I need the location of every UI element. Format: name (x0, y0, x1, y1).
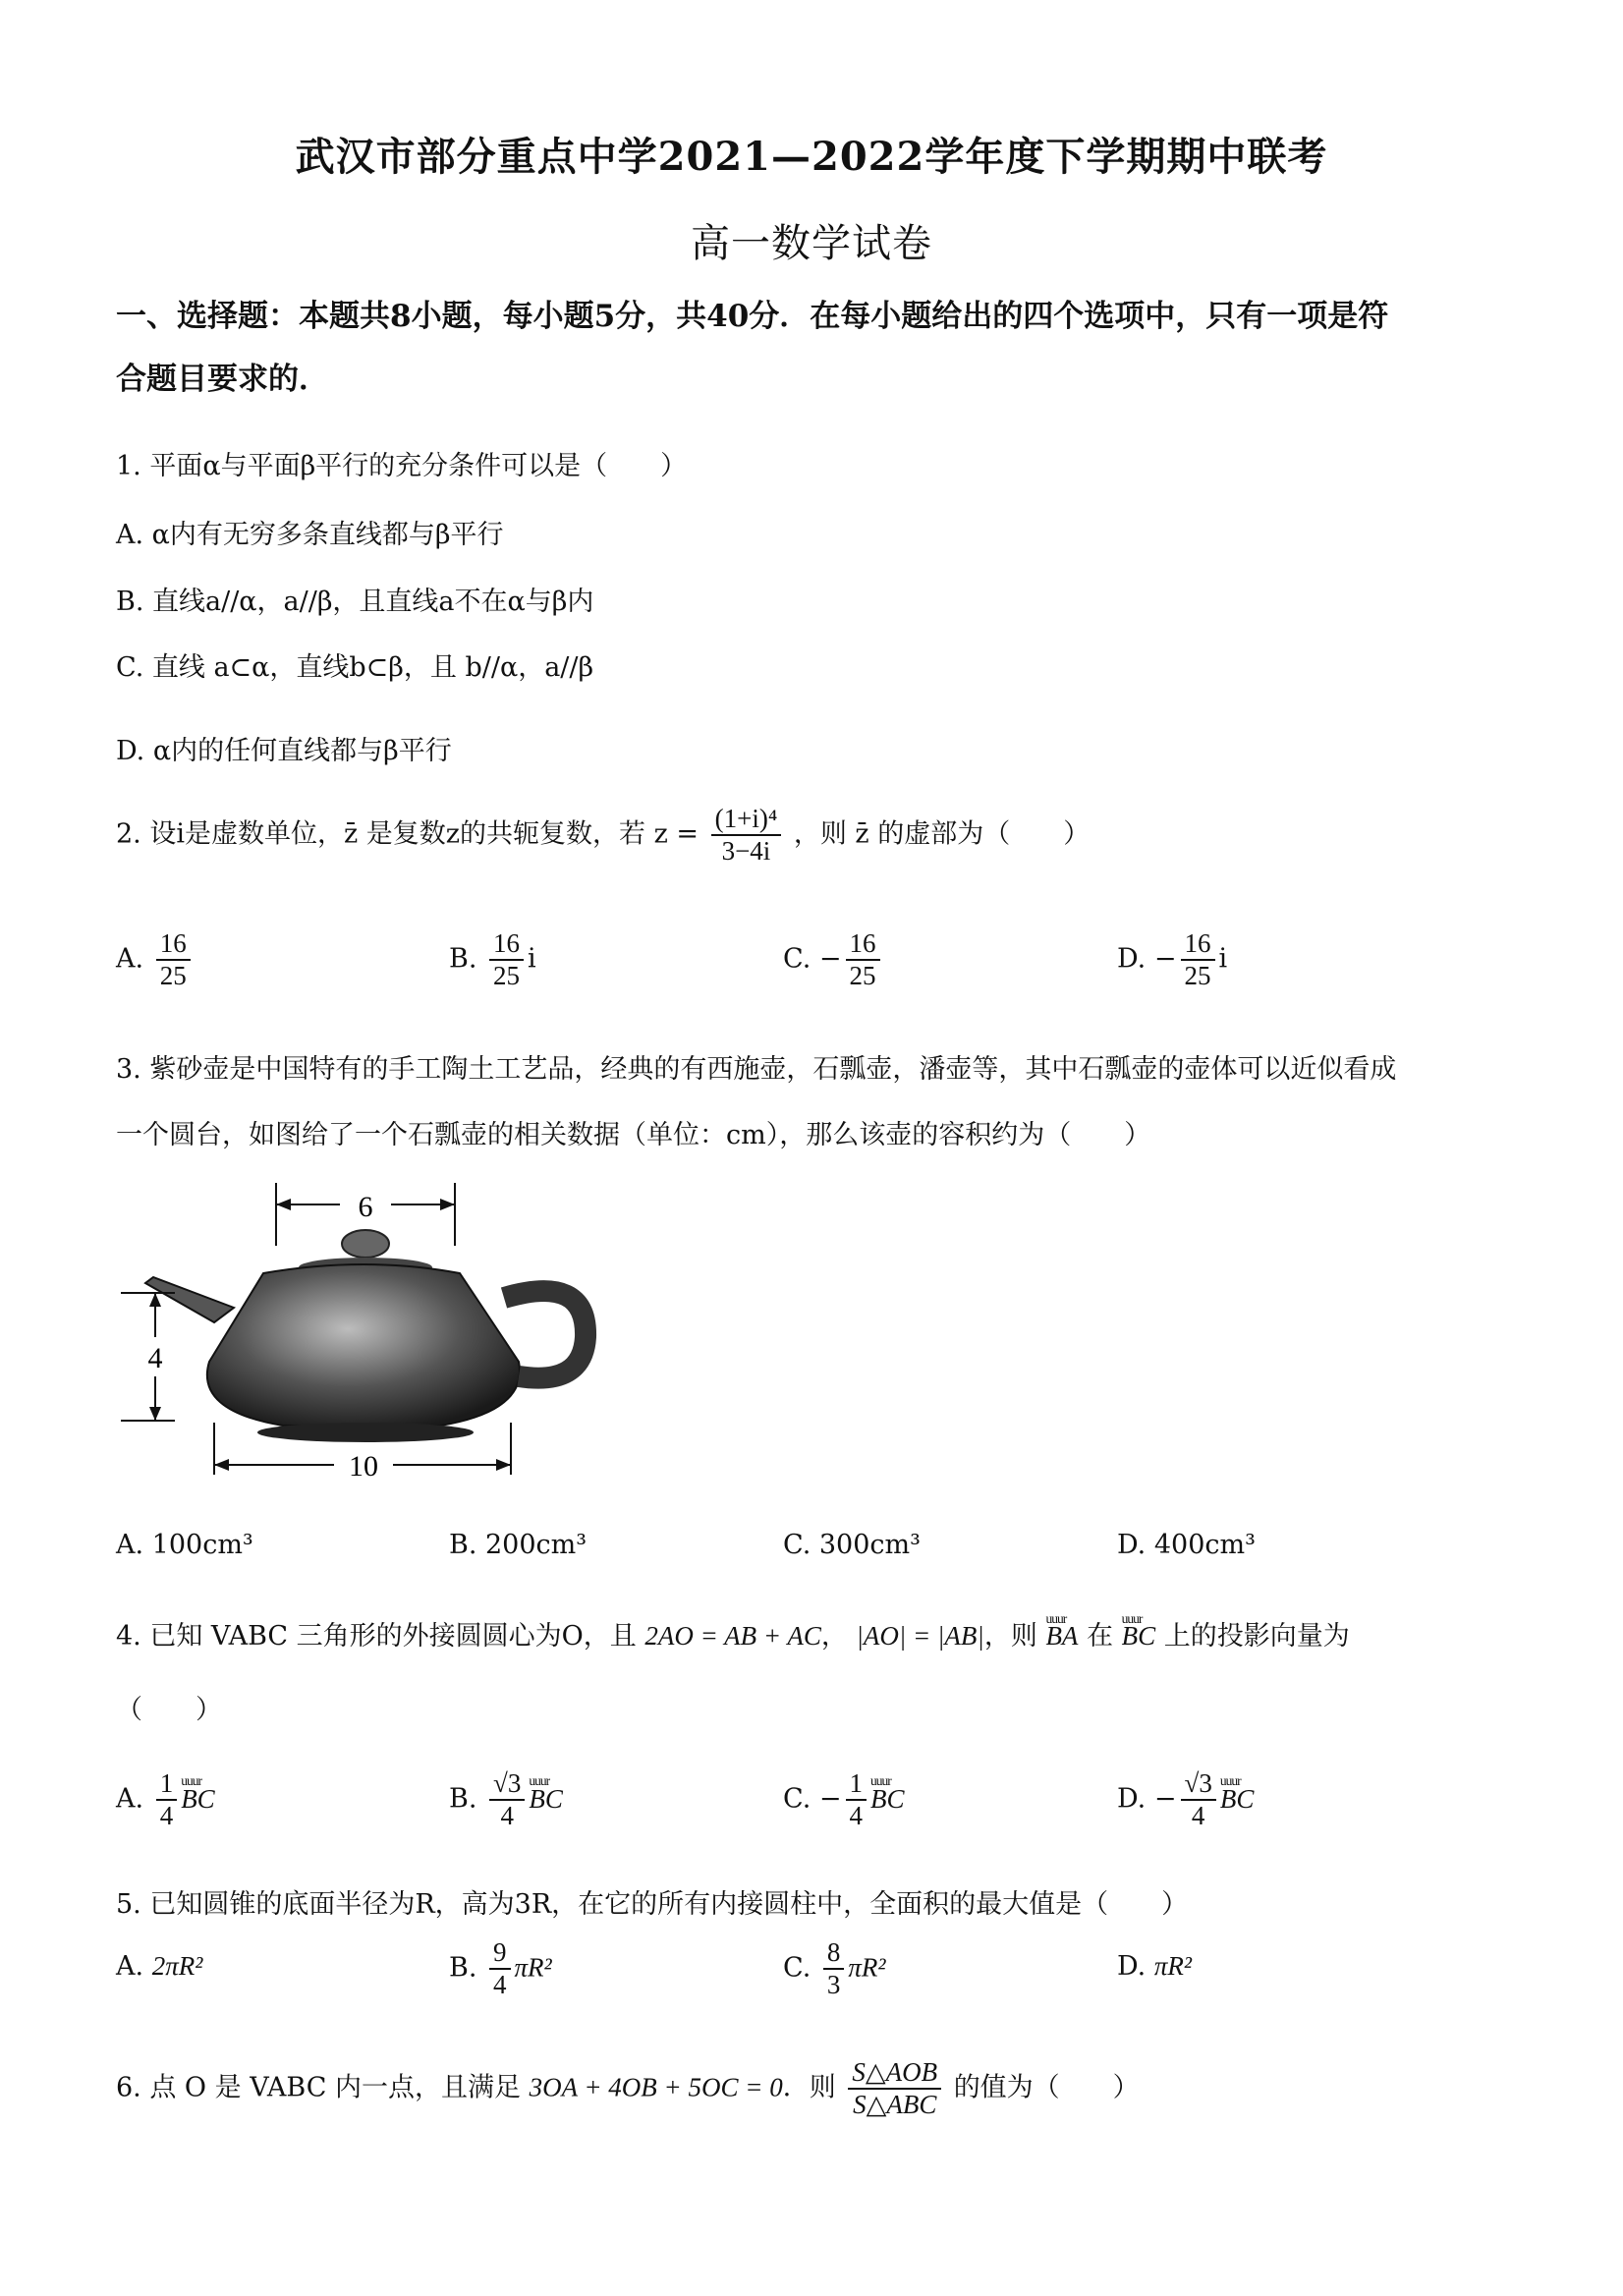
q2-fraction (711, 804, 782, 867)
q4-eq1: 2AO = AB + AC (644, 1621, 821, 1651)
q2-c-frac (846, 928, 880, 991)
q3-option-b: B. 200cm³ (449, 1530, 588, 1560)
section-heading-line1: 一、选择题：本题共8小题，每小题5分，共40分．在每小题给出的四个选项中，只有一项是符 (116, 299, 1389, 334)
q2-stem-suffix: ，则 z̄ 的虚部为（ ） (793, 818, 1091, 850)
q2-c-num: 16 (846, 928, 880, 961)
q4-d-label: D. (1117, 1783, 1147, 1815)
q5-stem: 5. 已知圆锥的底面半径为R，高为3R，在它的所有内接圆柱中，全面积的最大值是（ ） (116, 1889, 1189, 1920)
q2-a-frac (156, 928, 191, 991)
q4-option-c (783, 1768, 905, 1831)
q4-c-num: 1 (846, 1768, 867, 1801)
q2-d-tail: i (1218, 943, 1228, 975)
q4-d-sign: − (1153, 1783, 1177, 1815)
q5-option-b (449, 1937, 552, 2000)
q2-d-sign: − (1153, 943, 1177, 975)
teapot-figure (116, 1175, 602, 1480)
q2-c-den: 25 (849, 961, 876, 991)
q2-d-label: D. (1117, 943, 1147, 975)
q4-stem-prefix: 4. 已知 VABC 三角形的外接圆圆心为O，且 (116, 1621, 637, 1652)
q3-stem-line1: 3. 紫砂壶是中国特有的手工陶土工艺品，经典的有西施壶，石瓢壶，潘壶等，其中石瓢壶的壶体可以近似看成 (116, 1054, 1397, 1085)
q5-c-den: 3 (826, 1970, 841, 2000)
q4-vec-bc: uuur BC (1122, 1621, 1156, 1652)
q3-option-d: D. 400cm³ (1117, 1530, 1256, 1560)
q3-option-a: A. 100cm³ (116, 1530, 253, 1560)
q5-c-tail: πR² (848, 1952, 886, 1983)
q4-b-frac (489, 1768, 525, 1831)
q4-option-a (116, 1768, 215, 1831)
q6-fraction-den: S△ABC (853, 2090, 937, 2120)
q5-option-d (1117, 1951, 1192, 1982)
exam-subtitle: 高一数学试卷 (691, 221, 932, 266)
q4-d-num: √3 (1181, 1768, 1216, 1801)
q2-option-a (116, 928, 195, 991)
q5-a-label: A. (116, 1951, 144, 1982)
q4-b-den: 4 (500, 1801, 514, 1831)
q2-b-label: B. (449, 943, 477, 975)
q2-b-num: 16 (489, 928, 524, 961)
q6-stem-prefix: 6. 点 O 是 VABC 内一点，且满足 (116, 2072, 521, 2103)
q6-eq: 3OA + 4OB + 5OC = 0 (529, 2072, 783, 2102)
q4-c-frac (846, 1768, 867, 1831)
q4-a-den: 4 (159, 1801, 174, 1831)
q2-b-frac (489, 928, 524, 991)
q4-stem-mid: ，则 (983, 1621, 1037, 1652)
q4-d-den: 4 (1191, 1801, 1205, 1831)
q4-c-den: 4 (849, 1801, 863, 1831)
q3-option-c: C. 300cm³ (783, 1530, 921, 1560)
q4-b-num: √3 (489, 1768, 525, 1801)
q2-fraction-num: (1+i)⁴ (711, 804, 782, 836)
section-heading-line2: 合题目要求的． (116, 362, 329, 397)
q4-c-sign: − (818, 1783, 842, 1815)
q1-option-a: A. α内有无穷多条直线都与β平行 (116, 520, 504, 550)
q2-stem (116, 804, 1090, 867)
q4-vec-ba: uuur BA (1045, 1621, 1078, 1652)
section-heading (116, 285, 1521, 411)
q4-a-vec: uuur BC (181, 1784, 215, 1815)
q4-a-num: 1 (156, 1768, 178, 1801)
q2-d-den: 25 (1184, 961, 1211, 991)
q5-b-tail: πR² (514, 1952, 552, 1983)
q2-a-num: 16 (156, 928, 191, 961)
q5-c-frac (823, 1937, 845, 2000)
dim-top-label: 6 (358, 1191, 373, 1223)
q5-d-label: D. (1117, 1951, 1147, 1982)
q2-c-label: C. (783, 943, 812, 975)
q5-b-den: 4 (493, 1970, 507, 2000)
q4-on: 在 (1087, 1621, 1114, 1652)
q4-stem-suffix: 上的投影向量为 (1163, 1621, 1350, 1652)
q2-stem-prefix: 2. 设i是虚数单位，z̄ 是复数z的共轭复数，若 z = (116, 818, 700, 850)
q1-stem: 1. 平面α与平面β平行的充分条件可以是（ ） (116, 451, 688, 481)
q5-option-a (116, 1951, 202, 1982)
q4-c-vec: uuur BC (870, 1784, 905, 1815)
q6-fraction-num: S△AOB (848, 2057, 941, 2090)
q1-option-d: D. α内的任何直线都与β平行 (116, 736, 452, 766)
q4-b-vec: uuur BC (529, 1784, 563, 1815)
q4-a-label: A. (116, 1783, 144, 1815)
q5-option-c (783, 1937, 886, 2000)
q6-stem (116, 2057, 1140, 2120)
q6-stem-suffix: 的值为（ ） (953, 2072, 1140, 2103)
q2-d-num: 16 (1181, 928, 1215, 961)
q4-d-frac (1181, 1768, 1216, 1831)
exam-title: 武汉市部分重点中学2021—2022学年度下学期期中联考 (295, 134, 1328, 180)
q2-option-c (783, 928, 884, 991)
q1-option-b: B. 直线a//α，a//β，且直线a不在α与β内 (116, 587, 594, 617)
dim-side-label: 4 (147, 1342, 163, 1374)
q4-stem: 4. 已知 VABC 三角形的外接圆圆心为O，且 2AO = AB + AC， |AO| = |AB|，则 uuur BA 在 uuur BC 上的投影向量为 (116, 1614, 1350, 1652)
q5-c-label: C. (783, 1952, 812, 1984)
q2-option-d (1117, 928, 1227, 991)
q5-b-frac (489, 1937, 511, 2000)
q1-option-c: C. 直线 a⊂α，直线b⊂β，且 b//α，a//β (116, 652, 594, 683)
q5-d-value: πR² (1153, 1951, 1192, 1981)
q3-stem-line2: 一个圆台，如图给了一个石瓢壶的相关数据（单位：cm），那么该壶的容积约为（ ） (116, 1120, 1151, 1150)
q4-b-label: B. (449, 1783, 477, 1815)
q5-c-num: 8 (823, 1937, 845, 1970)
q4-paren: （ ） (116, 1695, 222, 1725)
q2-c-sign: − (818, 943, 842, 975)
q2-fraction-den: 3−4i (721, 836, 771, 867)
q4-option-d (1117, 1768, 1254, 1831)
q2-a-den: 25 (159, 961, 187, 991)
q4-option-b (449, 1768, 563, 1831)
q2-option-b (449, 928, 536, 991)
q2-a-label: A. (116, 943, 144, 975)
q2-b-tail: i (528, 943, 536, 975)
q5-a-value: 2πR² (151, 1951, 203, 1981)
q4-d-vec: uuur BC (1220, 1784, 1255, 1815)
q6-stem-mid: ．则 (782, 2072, 836, 2103)
q4-eq2: |AO| = |AB| (856, 1621, 984, 1651)
q2-b-den: 25 (493, 961, 521, 991)
q4-c-label: C. (783, 1783, 812, 1815)
q5-b-num: 9 (489, 1937, 511, 1970)
q5-b-label: B. (449, 1952, 477, 1984)
q4-a-frac (156, 1768, 178, 1831)
q6-fraction (848, 2057, 941, 2120)
dim-bottom-label: 10 (349, 1450, 378, 1480)
q2-d-frac (1181, 928, 1215, 991)
